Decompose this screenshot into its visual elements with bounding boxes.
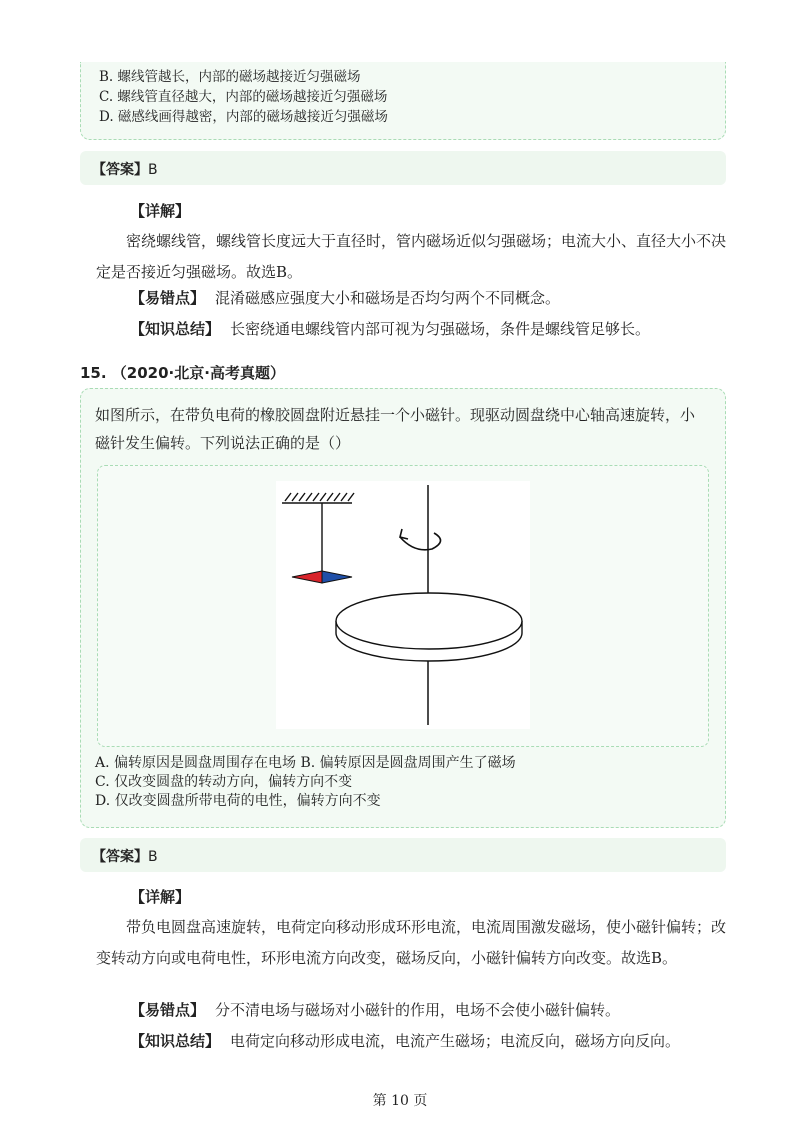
- option-d: D. 磁感线画得越密，内部的磁场越接近匀强磁场: [99, 109, 388, 125]
- option-b: B. 螺线管越长，内部的磁场越接近匀强磁场: [99, 69, 361, 85]
- summary-text: 电荷定向移动形成电流，电流产生磁场；电流反向，磁场方向反向。: [230, 1032, 681, 1050]
- disk-magnet-diagram: [276, 481, 530, 729]
- question-15-box: [80, 388, 726, 828]
- summary-label: 【知识总结】: [130, 1032, 221, 1050]
- pitfall-row-14: [130, 287, 560, 308]
- answer-value: B: [148, 849, 158, 865]
- detail-heading-15: 【详解】: [130, 888, 191, 906]
- pitfall-label: 【易错点】: [130, 1001, 206, 1019]
- question-15-header: 15. （2020·北京·高考真题）: [80, 364, 285, 382]
- detail-text-14: 密绕螺线管，螺线管长度远大于直径时，管内磁场近似匀强磁场；电流大小、直径大小不决定是否接近匀强磁场。故选B。: [96, 232, 727, 281]
- answer-value: B: [148, 162, 158, 178]
- figure-disk-magnet: [276, 481, 530, 729]
- question-14-box: [80, 62, 726, 140]
- answer-label: 【答案】: [92, 849, 148, 865]
- summary-label: 【知识总结】: [130, 320, 221, 338]
- figure-frame: [97, 465, 709, 747]
- answer-bar-14: [80, 151, 726, 185]
- disk-icon: [336, 593, 522, 661]
- ceiling-icon: [282, 493, 354, 503]
- pitfall-row-15: [130, 999, 620, 1020]
- detail-text-15: 带负电圆盘高速旋转，电荷定向移动形成环形电流，电流周围激发磁场，使小磁针偏转；改变转动方向或电荷电性，环形电流方向改变，磁场反向，小磁针偏转方向改变。故选B。: [96, 918, 727, 967]
- option-c: C. 仅改变圆盘的转动方向，偏转方向不变: [95, 774, 353, 790]
- summary-row-15: [130, 1030, 680, 1051]
- option-a-b: A. 偏转原因是圆盘周围存在电场 B. 偏转原因是圆盘周围产生了磁场: [95, 755, 516, 771]
- option-d: D. 仅改变圆盘所带电荷的电性，偏转方向不变: [95, 793, 381, 809]
- pitfall-text: 分不清电场与磁场对小磁针的作用，电场不会使小磁针偏转。: [215, 1001, 621, 1019]
- magnet-needle-icon: [292, 571, 352, 583]
- answer-label: 【答案】: [92, 162, 148, 178]
- summary-row-14: [130, 318, 650, 339]
- option-c: C. 螺线管直径越大，内部的磁场越接近匀强磁场: [99, 89, 388, 105]
- question-stem: 如图所示，在带负电荷的橡胶圆盘附近悬挂一个小磁针。现驱动圆盘绕中心轴高速旋转，小磁针发生偏转。下列说法正确的是（）: [95, 406, 696, 452]
- detail-heading-14: 【详解】: [130, 202, 191, 220]
- pitfall-text: 混淆磁感应强度大小和磁场是否均匀两个不同概念。: [215, 289, 561, 307]
- page-number: 第 10 页: [372, 1093, 428, 1109]
- summary-text: 长密绕通电螺线管内部可视为匀强磁场，条件是螺线管足够长。: [230, 320, 651, 338]
- pitfall-label: 【易错点】: [130, 289, 206, 307]
- answer-bar-15: [80, 838, 726, 872]
- rotation-arrow-icon: [400, 529, 441, 550]
